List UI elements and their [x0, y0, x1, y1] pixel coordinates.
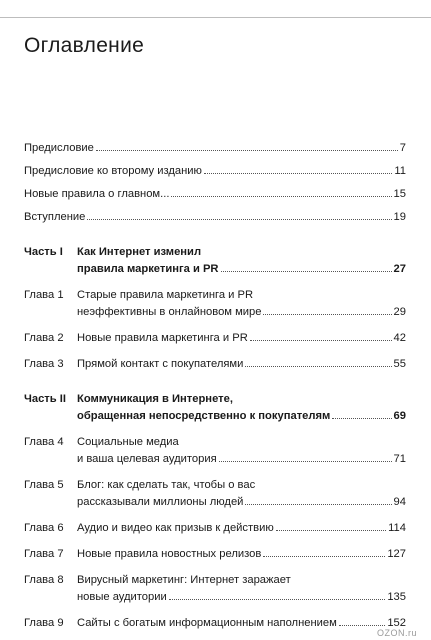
leader-dots	[263, 556, 385, 557]
toc-entry[interactable]	[24, 287, 406, 321]
top-rule	[0, 17, 431, 18]
toc-entry[interactable]	[24, 391, 406, 425]
leader-dots	[171, 196, 391, 197]
leader-dots	[250, 340, 392, 341]
toc-entry[interactable]	[24, 615, 406, 632]
toc-page-number: 7	[399, 142, 406, 154]
leader-dots	[96, 150, 398, 151]
toc-entry-title: Прямой контакт с покупателями	[77, 358, 244, 370]
toc-entry-title: обращенная непосредственно к покупателям	[77, 410, 331, 422]
toc-page-number: 114	[388, 522, 406, 534]
toc-page-number: 152	[387, 617, 406, 629]
toc-entry-title: Как Интернет изменил	[77, 246, 202, 258]
toc-entry-title: Предисловие ко второму изданию	[24, 165, 202, 177]
toc-entry[interactable]	[24, 546, 406, 563]
toc-entry-label: Глава 8	[24, 574, 64, 586]
table-of-contents	[24, 140, 406, 632]
toc-page-number: 71	[393, 453, 406, 465]
page-title: Оглавление	[24, 34, 145, 57]
toc-entry[interactable]	[24, 163, 406, 180]
toc-entry-label: Часть I	[24, 246, 63, 258]
toc-page-number: 27	[393, 263, 406, 275]
toc-entry-title: Коммуникация в Интернете,	[77, 393, 233, 405]
toc-entry-label: Глава 2	[24, 332, 64, 344]
toc-entry-title: Сайты с богатым информационным наполнением	[77, 617, 337, 629]
toc-entry[interactable]	[24, 209, 406, 226]
leader-dots	[169, 599, 386, 600]
leader-dots	[245, 366, 391, 367]
toc-entry[interactable]	[24, 244, 406, 278]
toc-entry-label: Глава 6	[24, 522, 64, 534]
toc-entry[interactable]	[24, 434, 406, 468]
toc-page-number: 55	[393, 358, 406, 370]
leader-dots	[219, 461, 392, 462]
toc-entry-label: Глава 5	[24, 479, 64, 491]
toc-entry[interactable]	[24, 186, 406, 203]
toc-page-number: 135	[387, 591, 406, 603]
leader-dots	[276, 530, 386, 531]
toc-entry-title: Блог: как сделать так, чтобы о вас	[77, 479, 256, 491]
toc-entry-label: Глава 1	[24, 289, 64, 301]
leader-dots	[263, 314, 391, 315]
toc-entry[interactable]	[24, 477, 406, 511]
toc-entry[interactable]	[24, 356, 406, 373]
toc-entry-label: Глава 3	[24, 358, 64, 370]
toc-page-number: 11	[394, 165, 406, 177]
toc-entry-title: Старые правила маркетинга и PR	[77, 289, 254, 301]
leader-dots	[204, 173, 392, 174]
toc-page-number: 69	[393, 410, 406, 422]
toc-entry-title: Вступление	[24, 211, 86, 223]
toc-page-number: 127	[387, 548, 406, 560]
toc-entry-title: Новые правила новостных релизов	[77, 548, 262, 560]
toc-entry-title: и ваша целевая аудитория	[77, 453, 217, 465]
toc-page-number: 19	[393, 211, 406, 223]
toc-entry-title: Новые правила маркетинга и PR	[77, 332, 248, 344]
toc-entry-label: Глава 7	[24, 548, 64, 560]
toc-page-number: 94	[393, 496, 406, 508]
toc-entry-title: рассказывали миллионы людей	[77, 496, 244, 508]
toc-entry-label: Глава 4	[24, 436, 64, 448]
toc-page-number: 42	[393, 332, 406, 344]
leader-dots	[332, 418, 391, 419]
toc-entry-title: Вирусный маркетинг: Интернет заражает	[77, 574, 291, 586]
toc-entry-title: неэффективны в онлайновом мире	[77, 306, 262, 318]
leader-dots	[245, 504, 391, 505]
toc-page-number: 15	[393, 188, 406, 200]
toc-entry-title: Новые правила о главном...	[24, 188, 170, 200]
toc-entry-title: Аудио и видео как призыв к действию	[77, 522, 274, 534]
ozon-watermark: OZON.ru	[376, 628, 417, 638]
toc-entry-title: правила маркетинга и PR	[77, 263, 219, 275]
toc-page-number: 29	[393, 306, 406, 318]
leader-dots	[221, 271, 392, 272]
toc-entry[interactable]	[24, 520, 406, 537]
toc-entry-title: Социальные медиа	[77, 436, 179, 448]
leader-dots	[339, 625, 386, 626]
toc-entry[interactable]	[24, 330, 406, 347]
toc-entry-label: Часть II	[24, 393, 66, 405]
toc-entry-title: новые аудитории	[77, 591, 167, 603]
toc-entry-label: Глава 9	[24, 617, 64, 629]
toc-entry[interactable]	[24, 572, 406, 606]
toc-entry[interactable]	[24, 140, 406, 157]
toc-entry-title: Предисловие	[24, 142, 94, 154]
leader-dots	[87, 219, 391, 220]
